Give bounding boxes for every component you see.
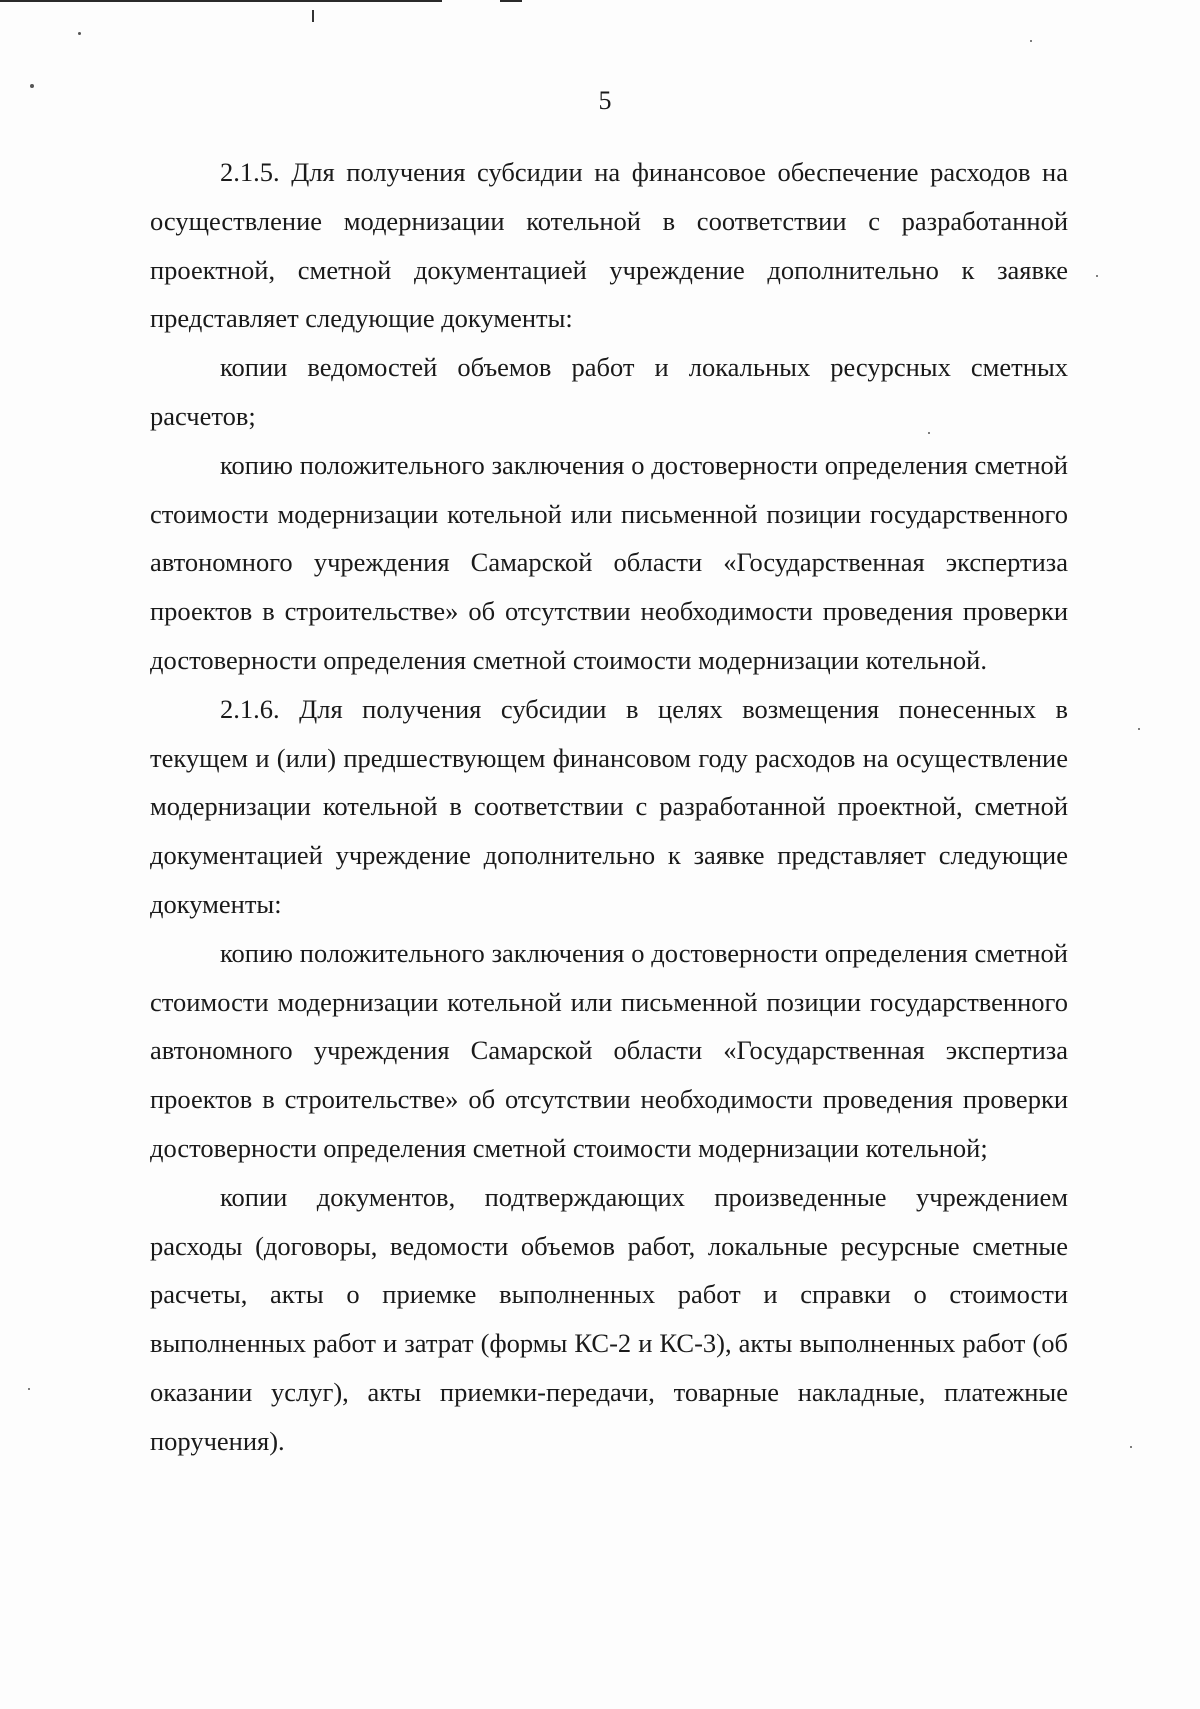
page-number: 5 (598, 86, 612, 115)
scan-edge-line (0, 0, 442, 2)
document-body (150, 148, 1068, 1466)
paragraph-list-item: копии документов, подтверждающих произведенные учреждением расходы (договоры, ведомости объемов работ, локальные ресурсные сметные расчеты, акты о приемке выполненных работ и справки о стоимости выполненных работ и затрат (формы КС-2 и КС-3), акты выполненных работ (об оказании услуг), акты приемки-передачи, товарные накладные, платежные поручения). (150, 1181, 1068, 1456)
scan-speck (1096, 275, 1098, 277)
scan-edge-line (500, 0, 522, 2)
scan-speck (1138, 728, 1140, 730)
paragraph-list-item: копию положительного заключения о достоверности определения сметной стоимости модернизации котельной или письменной позиции государственного автономного учреждения Самарской области «Государственная экспертиза проектов в строительстве» об отсутствии необходимости проведения проверки достоверности определения сметной стоимости модернизации котельной; (150, 937, 1068, 1163)
paragraph-2-1-5: 2.1.5. Для получения субсидии на финансовое обеспечение расходов на осуществление модернизации котельной в соответствии с разработанной проектной, сметной документацией учреждение дополнительно к заявке представляет следующие документы: (150, 157, 1068, 334)
paragraph-list-item: копию положительного заключения о достоверности определения сметной стоимости модернизации котельной или письменной позиции государственного автономного учреждения Самарской области «Государственная экспертиза проектов в строительстве» об отсутствии необходимости проведения проверки достоверности определения сметной стоимости модернизации котельной. (150, 449, 1068, 675)
paragraph-list-item: копии ведомостей объемов работ и локальных ресурсных сметных расчетов; (150, 352, 1068, 431)
scan-speck (1130, 1446, 1132, 1448)
scan-speck (78, 32, 81, 35)
scan-speck (1030, 40, 1032, 42)
scan-speck (28, 1388, 30, 1390)
paragraph-2-1-6: 2.1.6. Для получения субсидии в целях возмещения понесенных в текущем и (или) предшествующем финансовом году расходов на осуществление модернизации котельной в соответствии с разработанной проектной, сметной документацией учреждение дополнительно к заявке представляет следующие документы: (150, 693, 1068, 919)
scan-mark (312, 10, 314, 22)
